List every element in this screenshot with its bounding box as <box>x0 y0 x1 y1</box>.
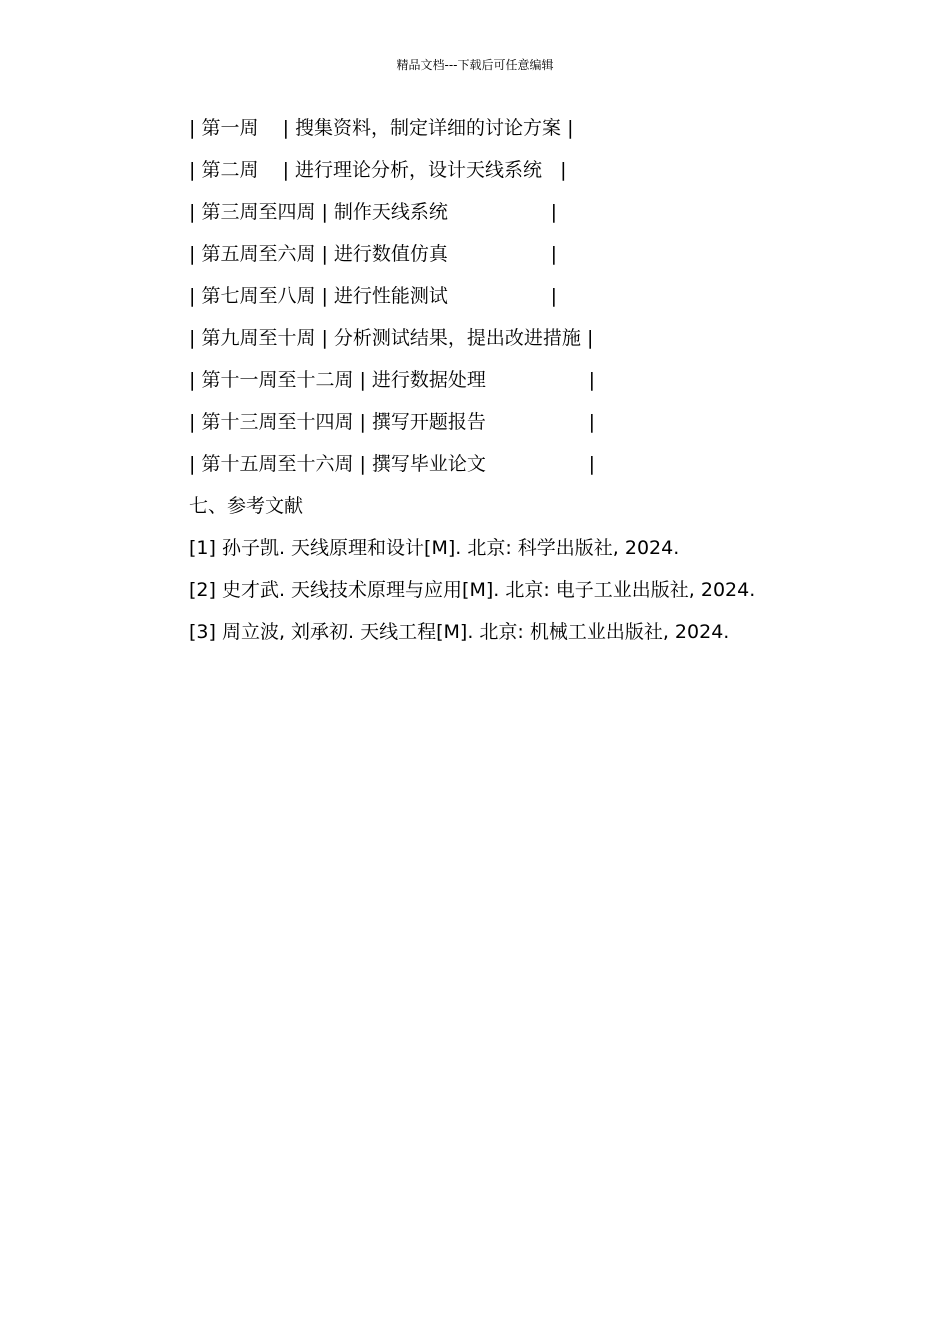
document-body <box>144 116 764 662</box>
schedule-row: | 第一周 | 搜集资料，制定详细的讨论方案 | <box>189 117 574 139</box>
schedule-row: | 第十五周至十六周 | 撰写毕业论文 | <box>189 453 595 475</box>
reference-item: [3] 周立波, 刘承初. 天线工程[M]. 北京: 机械工业出版社, 2024. <box>189 621 730 643</box>
reference-item: [2] 史才武. 天线技术原理与应用[M]. 北京: 电子工业出版社, 2024. <box>189 579 756 601</box>
schedule-row: | 第七周至八周 | 进行性能测试 | <box>189 285 557 307</box>
schedule-row: | 第十一周至十二周 | 进行数据处理 | <box>189 369 595 391</box>
schedule-row: | 第二周 | 进行理论分析，设计天线系统 | <box>189 159 567 181</box>
schedule-row: | 第十三周至十四周 | 撰写开题报告 | <box>189 411 595 433</box>
page-header: 精品文档---下载后可任意编辑 <box>396 58 554 72</box>
schedule-row: | 第五周至六周 | 进行数值仿真 | <box>189 243 557 265</box>
schedule-row: | 第三周至四周 | 制作天线系统 | <box>189 201 557 223</box>
references-heading: 七、参考文献 <box>189 495 304 517</box>
reference-item: [1] 孙子凯. 天线原理和设计[M]. 北京: 科学出版社, 2024. <box>189 537 680 559</box>
schedule-row: | 第九周至十周 | 分析测试结果，提出改进措施 | <box>189 327 594 349</box>
